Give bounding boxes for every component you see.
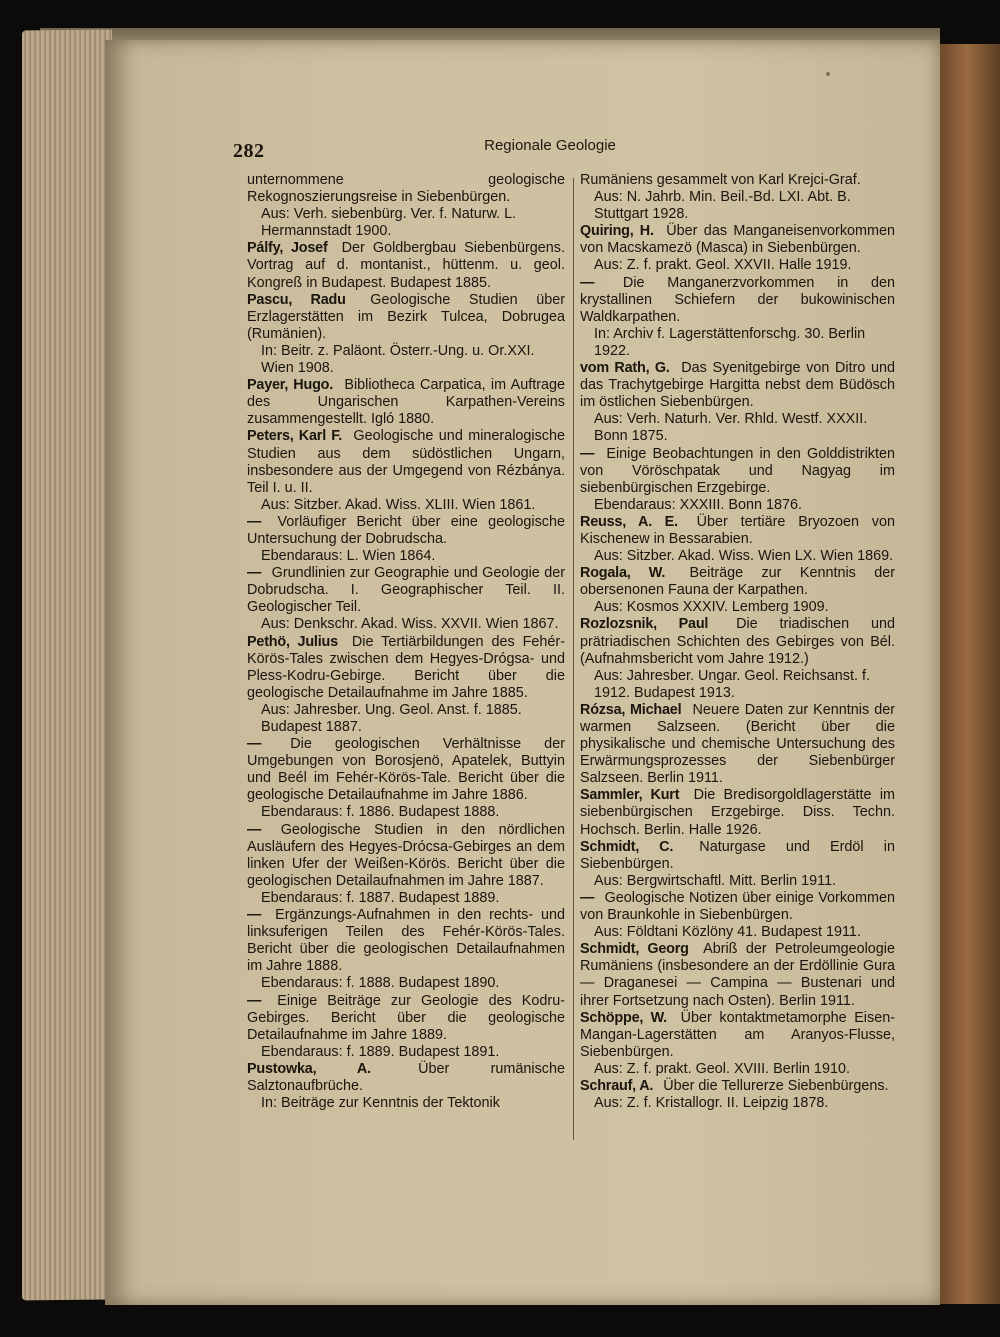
- entry-title: Über tertiäre Bryozoen von Kischenew in Bessarabien.: [580, 513, 895, 547]
- entry-title: Die triadischen und prätriadischen Schichten des Gebirges von Bél. (Aufnahmsbericht vom Jahre 1912.): [580, 616, 895, 667]
- bibliography-entry: [580, 941, 895, 1009]
- entry-source: Aus: Sitzber. Akad. Wiss. Wien LX. Wien 1869.: [594, 548, 894, 565]
- bibliography-entry: [580, 514, 895, 565]
- entry-title: Über rumänische Salztonaufbrüche.: [247, 1060, 565, 1094]
- entry-source: Aus: Denkschr. Akad. Wiss. XXVII. Wien 1867.: [261, 616, 559, 633]
- entry-author: Pustowka, A.: [247, 1060, 371, 1077]
- entry-title: unternommene geologische Rekognoszierungsreise in Siebenbürgen.: [247, 172, 565, 206]
- entry-source: Ebendaraus: XXXIII. Bonn 1876.: [594, 496, 803, 513]
- binding-strip: [940, 44, 1000, 1304]
- page-number: 282: [233, 140, 265, 162]
- ditto-dash: —: [247, 992, 262, 1009]
- bibliography-entry: [580, 839, 895, 890]
- entry-title: Geologische und mineralogische Studien aus dem südöstlichen Ungarn, insbesondere aus der Umgegend von Rézbánya. Teil I. u. II.: [247, 428, 566, 496]
- entry-title: Über die Tellurerze Siebenbürgens.: [663, 1077, 889, 1094]
- entry-source: Aus: Z. f. Kristallogr. II. Leipzig 1878.: [594, 1095, 829, 1112]
- entry-source: Aus: Z. f. prakt. Geol. XXVII. Halle 1919.: [594, 257, 852, 274]
- ditto-dash: —: [580, 889, 595, 906]
- entry-source: Ebendaraus: f. 1887. Budapest 1889.: [261, 889, 500, 906]
- entry-source: In: Archiv f. Lagerstättenforschg. 30. Berlin 1922.: [594, 325, 866, 359]
- entry-source: Ebendaraus: f. 1888. Budapest 1890.: [261, 975, 500, 992]
- bibliography-entry: [247, 428, 565, 513]
- entry-title: Einige Beiträge zur Geologie des Kodru-Gebirges. Bericht über die geologische Detailaufnahme im Jahre 1889.: [247, 992, 566, 1043]
- entry-title: Vorläufiger Bericht über eine geologische Untersuchung der Dobrudscha.: [247, 513, 565, 547]
- entry-title: Über das Manganeisenvorkommen von Macskamezö (Masca) in Siebenbürgen.: [580, 223, 896, 257]
- left-column: [247, 172, 565, 1112]
- ditto-dash: —: [247, 821, 262, 838]
- entry-author: Payer, Hugo.: [247, 377, 334, 394]
- entry-author: Pálfy, Josef: [247, 240, 328, 257]
- entry-source: Ebendaraus: f. 1886. Budapest 1888.: [261, 804, 500, 821]
- entry-source: Aus: Z. f. prakt. Geol. XVIII. Berlin 1910.: [594, 1060, 850, 1077]
- entry-title: Die Manganerzvorkommen in den krystallinen Schiefern der bukowinischen Waldkarpathen.: [580, 274, 896, 325]
- bibliography-entry: [580, 360, 895, 445]
- entry-author: Rózsa, Michael: [580, 701, 682, 718]
- bibliography-entry: [247, 565, 565, 633]
- entry-author: Reuss, A. E.: [580, 513, 678, 530]
- entry-title: Geologische Notizen über einige Vorkommen von Braunkohle in Siebenbürgen.: [580, 889, 895, 924]
- entry-author: Schrauf, A.: [580, 1077, 654, 1094]
- bibliography-entry: [247, 292, 565, 377]
- entry-source: In: Beiträge zur Kenntnis der Tektonik: [261, 1095, 500, 1112]
- bibliography-entry: [580, 702, 895, 787]
- entry-source: Aus: Sitzber. Akad. Wiss. XLIII. Wien 1861.: [261, 496, 536, 513]
- ditto-dash: —: [247, 513, 262, 530]
- bibliography-entry: [247, 993, 565, 1061]
- ditto-dash: —: [247, 736, 262, 753]
- entry-title: Die Bredisorgoldlagerstätte im siebenbürgischen Erzgebirge. Diss. Techn. Hochsch. Berlin. Halle 1926.: [580, 787, 895, 838]
- ditto-dash: —: [247, 907, 262, 924]
- column-divider: [573, 178, 574, 1140]
- entry-author: vom Rath, G.: [580, 360, 670, 377]
- bibliography-entry: [247, 172, 565, 240]
- ditto-dash: —: [580, 274, 595, 291]
- entry-source: Aus: Verh. Naturh. Ver. Rhld. Westf. XXXII. Bonn 1875.: [594, 411, 868, 445]
- entry-title: Einige Beobachtungen in den Golddistrikten von Vöröschpatak und Nagyag im siebenbürgischen Erzgebirge.: [580, 445, 895, 496]
- entry-source: Aus: Kosmos XXXIV. Lemberg 1909.: [594, 599, 829, 616]
- entry-title: Bibliotheca Carpatica, im Auftrage des Ungarischen Karpathen-Vereins zusammengestellt. Igló 1880.: [247, 377, 565, 428]
- bibliography-entry: [580, 446, 895, 514]
- entry-title: Grundlinien zur Geographie und Geologie der Dobrudscha. I. Geographischer Teil. II. Geologischer Teil.: [247, 565, 566, 616]
- entry-source: In: Beitr. z. Paläont. Österr.-Ung. u. Or.XXI. Wien 1908.: [261, 342, 535, 377]
- paper-speck: [826, 72, 830, 76]
- entry-source: Ebendaraus: L. Wien 1864.: [261, 548, 436, 565]
- entry-author: Schöppe, W.: [580, 1009, 667, 1026]
- entry-author: Pethö, Julius: [247, 633, 338, 650]
- bibliography-entry: [580, 616, 895, 701]
- entry-source: Ebendaraus: f. 1889. Budapest 1891.: [261, 1043, 500, 1060]
- entry-source: Aus: Jahresber. Ungar. Geol. Reichsanst. f. 1912. Budapest 1913.: [594, 667, 870, 701]
- entry-title: Die Tertiärbildungen des Fehér-Körös-Tales zwischen dem Hegyes-Drógsa- und Pless-Kodru-Gebirge. Bericht über die geologische Detailaufnahme im Jahre 1885.: [247, 633, 565, 701]
- running-header-title: Regionale Geologie: [484, 137, 616, 154]
- bibliography-entry: [247, 377, 565, 428]
- bibliography-entry: [247, 1061, 565, 1112]
- entry-title: Geologische Studien über Erzlagerstätten im Bezirk Tulcea, Dobrugea (Rumänien).: [247, 291, 566, 342]
- entry-title: Naturgase und Erdöl in Siebenbürgen.: [580, 838, 895, 872]
- ditto-dash: —: [580, 445, 595, 462]
- entry-title: Die geologischen Verhältnisse der Umgebungen von Borosjenö, Apatelek, Buttyin und Beél im Fehér-Körös-Tale. Bericht über die geologische Detailaufnahme im Jahre 1886.: [247, 736, 565, 804]
- entry-source: Aus: N. Jahrb. Min. Beil.-Bd. LXI. Abt. B. Stuttgart 1928.: [594, 189, 851, 223]
- bibliography-entry: [247, 634, 565, 737]
- entry-author: Schmidt, C.: [580, 838, 674, 855]
- bibliography-entry: [247, 240, 565, 291]
- entry-author: Pascu, Radu: [247, 291, 346, 308]
- entry-author: Rogala, W.: [580, 565, 666, 582]
- entry-source: Aus: Földtani Közlöny 41. Budapest 1911.: [594, 924, 861, 941]
- bibliography-entry: [580, 223, 895, 274]
- entry-title: Rumäniens gesammelt von Karl Krejci-Graf.: [580, 172, 861, 188]
- entry-title: Über kontaktmetamorphe Eisen-Mangan-Lagerstätten am Aranyos-Flusse, Siebenbürgen.: [580, 1009, 895, 1060]
- bibliography-entry: [580, 787, 895, 838]
- entry-source: Aus: Verh. siebenbürg. Ver. f. Naturw. L. Hermannstadt 1900.: [261, 206, 517, 240]
- entry-source: Aus: Bergwirtschaftl. Mitt. Berlin 1911.: [594, 872, 837, 889]
- bibliography-entry: [580, 890, 895, 941]
- entry-title: Geologische Studien in den nördlichen Ausläufern des Hegyes-Drócsa-Gebirges an dem linken Ufer der Weißen-Körös. Bericht über die geologischen Detailaufnahmen im Jahre 1887.: [247, 821, 565, 889]
- page-stack-edges: [22, 30, 112, 1301]
- bibliography-entry: [580, 172, 895, 223]
- entry-author: Rozlozsnik, Paul: [580, 616, 709, 633]
- entry-title: Ergänzungs-Aufnahmen in den rechts- und linksuferigen Teilen des Fehér-Körös-Tales. Bericht über die geologischen Detailaufnahmen im Jahre 1888.: [247, 907, 565, 975]
- bibliography-entry: [580, 1010, 895, 1078]
- bibliography-entry: [247, 907, 565, 992]
- bibliography-entry: [580, 565, 895, 616]
- bibliography-entry: [247, 822, 565, 907]
- entry-title: Neuere Daten zur Kenntnis der warmen Salzseen. (Bericht über die physikalische und chemische Untersuchung des Erwärmungsprozesses der Siebenbürger Salzseen. Berlin 1911.: [580, 701, 895, 787]
- ditto-dash: —: [247, 565, 262, 582]
- bibliography-entry: [580, 275, 895, 360]
- bibliography-entry: [247, 736, 565, 821]
- entry-author: Schmidt, Georg: [580, 941, 689, 958]
- entry-title: Abriß der Petroleumgeologie Rumäniens (insbesondere an der Erdöllinie Gura — Draganesei — Campina — Bustenari und ihrer Fortsetzung nach Osten). Berlin 1911.: [580, 941, 896, 1009]
- entry-author: Peters, Karl F.: [247, 428, 342, 445]
- entry-title: Das Syenitgebirge von Ditro und das Trachytgebirge Hargitta nebst dem Büdösch im östlichen Siebenbürgen.: [580, 360, 896, 411]
- bibliography-entry: [580, 1078, 895, 1112]
- entry-author: Quiring, H.: [580, 223, 654, 240]
- entry-title: Beiträge zur Kenntnis der obersenonen Fauna der Karpathen.: [580, 565, 896, 599]
- entry-author: Sammler, Kurt: [580, 787, 680, 804]
- entry-title: Der Goldbergbau Siebenbürgens. Vortrag auf d. montanist., hüttenm. u. geol. Kongreß in Budapest. Budapest 1885.: [247, 240, 565, 291]
- bibliography-entry: [247, 514, 565, 565]
- entry-source: Aus: Jahresber. Ung. Geol. Anst. f. 1885. Budapest 1887.: [261, 701, 522, 735]
- right-column: [580, 172, 895, 1112]
